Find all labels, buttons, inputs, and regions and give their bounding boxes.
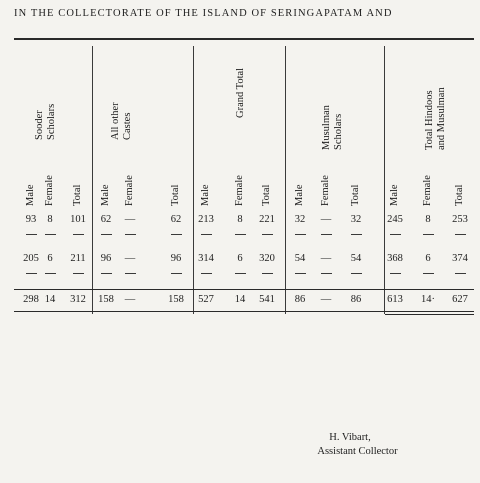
- table-cell: 62: [100, 214, 112, 225]
- cell-underline: [321, 273, 332, 274]
- totals-cell: 14: [44, 294, 56, 305]
- cell-underline: [125, 273, 136, 274]
- cell-underline: [101, 273, 112, 274]
- totals-cell: 158: [168, 294, 184, 305]
- totals-cell: 527: [198, 294, 214, 305]
- subheader-female: Female: [44, 175, 55, 206]
- subheader-female: Female: [124, 175, 135, 206]
- table-cell: 32: [350, 214, 362, 225]
- subheader-total: Total: [72, 184, 83, 206]
- cell-underline: [73, 234, 84, 235]
- subheader-total: Total: [454, 184, 465, 206]
- cell-underline: [171, 273, 182, 274]
- group-title-total-hindoos: and Musulman: [436, 87, 447, 150]
- subheader-total: Total: [170, 184, 181, 206]
- table-cell: 93: [25, 214, 37, 225]
- cell-underline: [235, 234, 246, 235]
- table-cell: 96: [100, 253, 112, 264]
- cell-underline: [455, 273, 466, 274]
- table-cell: 8: [425, 214, 431, 225]
- table-cell: 101: [70, 214, 86, 225]
- table-cell: 374: [452, 253, 468, 264]
- table-cell: 6: [47, 253, 53, 264]
- table-cell: 320: [259, 253, 275, 264]
- totals-top-rule: [14, 289, 474, 290]
- table-cell: 6: [237, 253, 243, 264]
- totals-cell: 312: [70, 294, 86, 305]
- cell-underline: [45, 234, 56, 235]
- cell-underline: [423, 273, 434, 274]
- column-separator: [285, 46, 286, 314]
- table-cell: 8: [47, 214, 53, 225]
- table-cell: 54: [294, 253, 306, 264]
- subheader-total: Total: [261, 184, 272, 206]
- cell-underline: [390, 273, 401, 274]
- table-cell: 96: [170, 253, 182, 264]
- cell-underline: [201, 273, 212, 274]
- table-cell: 314: [198, 253, 214, 264]
- signature-name: H. Vibart,: [329, 432, 371, 443]
- totals-cell: 158: [98, 294, 114, 305]
- table-cell: —: [124, 253, 136, 264]
- cell-underline: [390, 234, 401, 235]
- subheader-female: Female: [422, 175, 433, 206]
- totals-cell: 86: [294, 294, 306, 305]
- totals-cell: 627: [452, 294, 468, 305]
- cell-underline: [351, 234, 362, 235]
- totals-cell: —: [320, 294, 332, 305]
- cell-underline: [125, 234, 136, 235]
- table-cell: 62: [170, 214, 182, 225]
- totals-cell: 14: [234, 294, 246, 305]
- cell-underline: [321, 234, 332, 235]
- table-cell: —: [320, 253, 332, 264]
- cell-underline: [201, 234, 212, 235]
- cell-underline: [235, 273, 246, 274]
- cell-underline: [262, 234, 273, 235]
- group-title-other-castes: All other: [110, 102, 121, 140]
- cell-underline: [45, 273, 56, 274]
- totals-cell: —: [124, 294, 136, 305]
- cell-underline: [295, 234, 306, 235]
- table-cell: 54: [350, 253, 362, 264]
- group-title-grand-total: Grand Total: [235, 67, 246, 118]
- group-title-sooder: Sooder: [34, 110, 45, 140]
- signature-title: Assistant Collector: [317, 446, 398, 457]
- column-separator: [92, 46, 93, 314]
- header-rule: [14, 38, 474, 40]
- table-cell: 213: [198, 214, 214, 225]
- column-separator: [384, 46, 385, 314]
- cell-underline: [455, 234, 466, 235]
- totals-bottom-rule-2: [385, 314, 474, 315]
- totals-cell: 298: [23, 294, 39, 305]
- table-cell: 253: [452, 214, 468, 225]
- table-cell: 368: [387, 253, 403, 264]
- group-title-other-castes: Castes: [122, 112, 133, 140]
- subheader-male: Male: [389, 184, 400, 206]
- subheader-male: Male: [200, 184, 211, 206]
- table-cell: 211: [70, 253, 86, 264]
- totals-cell: 14·: [421, 294, 435, 305]
- cell-underline: [26, 273, 37, 274]
- totals-cell: 86: [350, 294, 362, 305]
- subheader-female: Female: [234, 175, 245, 206]
- group-title-total-hindoos: Total Hindoos: [424, 90, 435, 150]
- table-cell: —: [124, 214, 136, 225]
- subheader-male: Male: [294, 184, 305, 206]
- cell-underline: [101, 234, 112, 235]
- cell-underline: [73, 273, 84, 274]
- table-cell: 32: [294, 214, 306, 225]
- totals-bottom-rule: [14, 311, 474, 312]
- totals-cell: 541: [259, 294, 275, 305]
- group-title-musulman: Musulman: [321, 105, 332, 150]
- subheader-male: Male: [100, 184, 111, 206]
- table-cell: 245: [387, 214, 403, 225]
- cell-underline: [262, 273, 273, 274]
- subheader-total: Total: [350, 184, 361, 206]
- table-cell: 221: [259, 214, 275, 225]
- totals-cell: 613: [387, 294, 403, 305]
- table-cell: —: [320, 214, 332, 225]
- page-heading: IN THE COLLECTORATE OF THE ISLAND OF SERINGAPATAM AND: [14, 8, 393, 19]
- group-title-sooder: Scholars: [46, 103, 57, 140]
- group-title-musulman: Scholars: [333, 113, 344, 150]
- column-separator: [193, 46, 194, 314]
- table-cell: 6: [425, 253, 431, 264]
- cell-underline: [26, 234, 37, 235]
- table-cell: 205: [23, 253, 39, 264]
- cell-underline: [171, 234, 182, 235]
- cell-underline: [295, 273, 306, 274]
- subheader-male: Male: [25, 184, 36, 206]
- table-cell: 8: [237, 214, 243, 225]
- cell-underline: [423, 234, 434, 235]
- cell-underline: [351, 273, 362, 274]
- subheader-female: Female: [320, 175, 331, 206]
